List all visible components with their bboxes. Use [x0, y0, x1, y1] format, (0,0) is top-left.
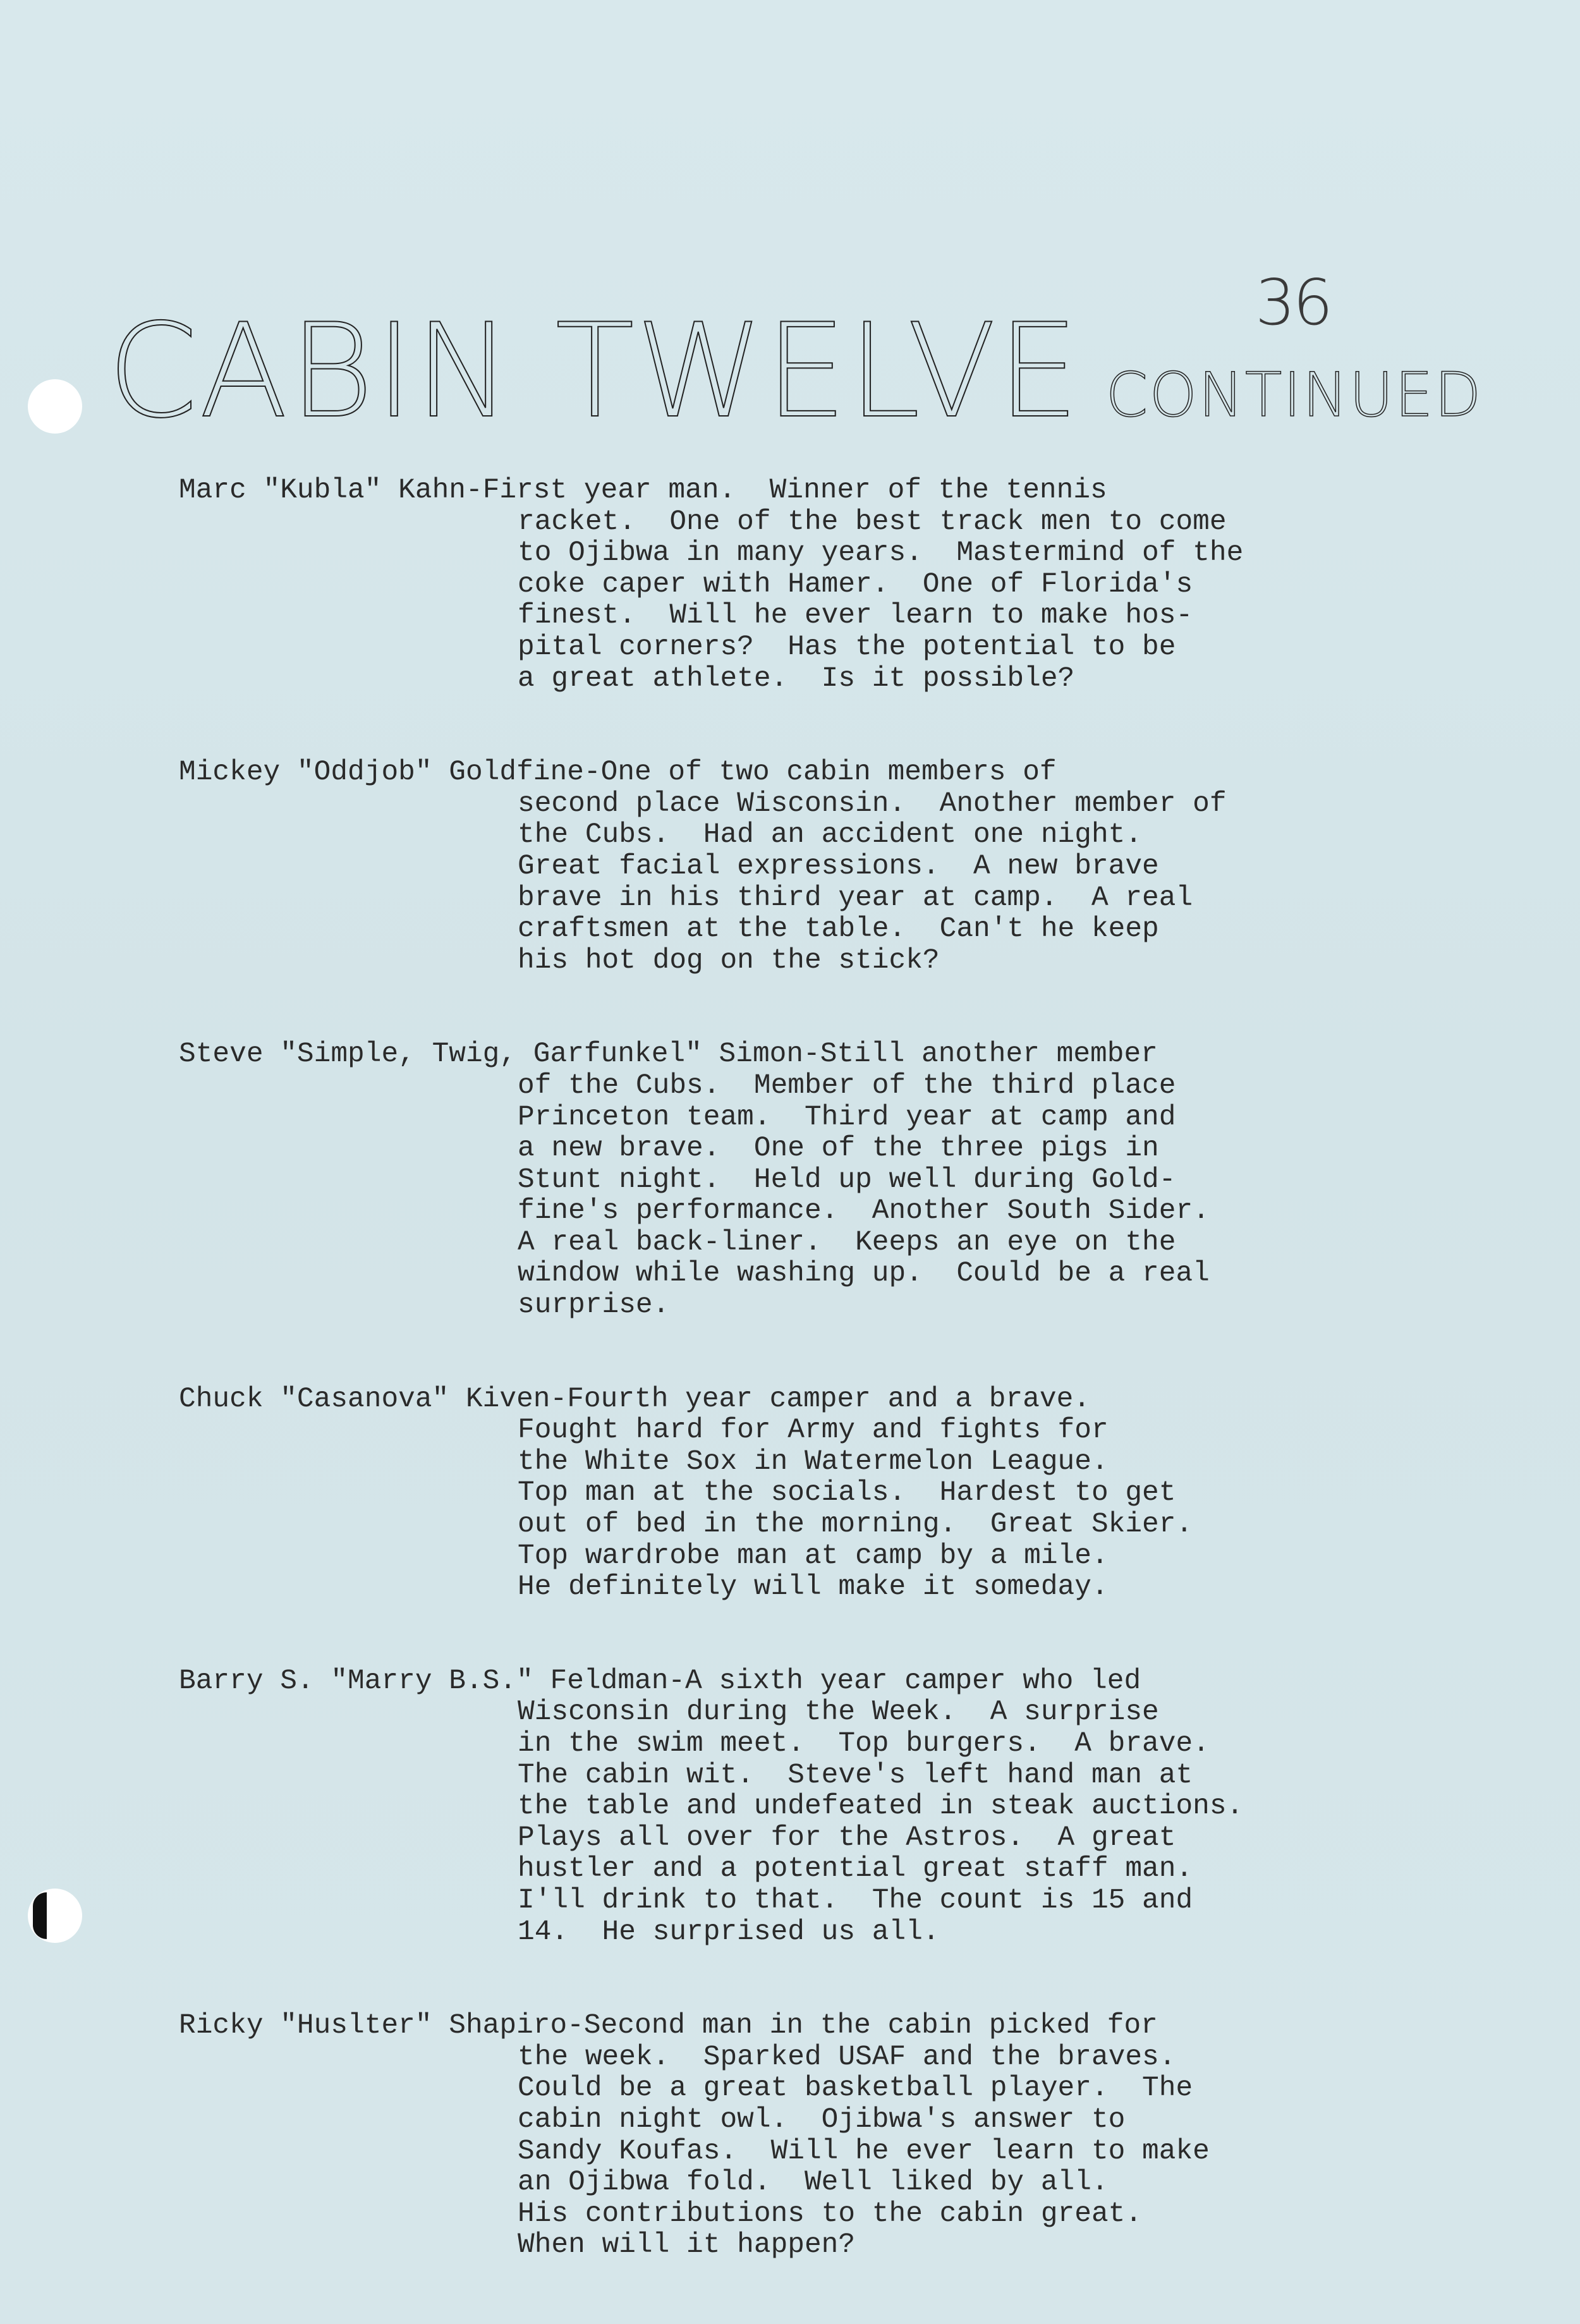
entry-line: hustler and a potential great staff man.: [518, 1853, 1193, 1885]
entry-line: in the swim meet. Top burgers. A brave.: [518, 1728, 1210, 1760]
entry-line: The cabin wit. Steve's left hand man at: [518, 1759, 1193, 1791]
entry-line: a great athlete. Is it possible?: [518, 662, 1075, 695]
entry-line: I'll drink to that. The count is 15 and: [518, 1884, 1193, 1916]
punch-hole-bottom: [28, 1889, 82, 1943]
entry-line: pital corners? Has the potential to be: [518, 631, 1176, 663]
entry-heading: [179, 475, 1474, 507]
entry-line: Great facial expressions. A new brave: [518, 850, 1159, 882]
camper-entries: [179, 475, 1474, 2324]
entry-first-line: Still another member: [820, 1038, 1158, 1071]
entry-line: cabin night owl. Ojibwa's answer to: [518, 2103, 1126, 2136]
entry-heading: [179, 1666, 1474, 1698]
entry-line: Could be a great basketball player. The: [518, 2072, 1193, 2105]
page-number: 36: [1255, 265, 1331, 339]
entry-line: 14. He surprised us all.: [518, 1916, 940, 1948]
entry-line: Top man at the socials. Hardest to get: [518, 1477, 1176, 1509]
entry-first-line: Second man in the cabin picked for: [583, 2010, 1158, 2042]
camper-entry: [179, 475, 1474, 695]
camper-entry: [179, 1039, 1474, 1321]
camper-name: Mickey "Oddjob" Goldfine-: [179, 757, 601, 789]
camper-entry: [179, 757, 1474, 976]
entry-heading: [179, 1384, 1474, 1416]
entry-heading: [179, 1039, 1474, 1071]
entry-line: coke caper with Hamer. One of Florida's: [518, 568, 1193, 600]
entry-line: an Ojibwa fold. Well liked by all.: [518, 2167, 1109, 2199]
entry-line: surprise.: [518, 1289, 670, 1322]
entry-line: He definitely will make it someday.: [518, 1571, 1109, 1603]
entry-line: racket. One of the best track men to come: [518, 506, 1227, 538]
entry-line: the White Sox in Watermelon League.: [518, 1445, 1109, 1478]
entry-line: window while washing up. Could be a real: [518, 1258, 1210, 1290]
entry-line: Fought hard for Army and fights for: [518, 1414, 1109, 1447]
entry-line: out of bed in the morning. Great Skier.: [518, 1509, 1193, 1541]
entry-line: the week. Sparked USAF and the braves.: [518, 2041, 1176, 2073]
camper-name: Ricky "Huslter" Shapiro-: [179, 2010, 584, 2042]
camper-name: Steve "Simple, Twig, Garfunkel" Simon-: [179, 1038, 820, 1071]
entry-line: a new brave. One of the three pigs in: [518, 1133, 1159, 1165]
entry-first-line: One of two cabin members of: [600, 757, 1057, 789]
entry-line: A real back-liner. Keeps an eye on the: [518, 1226, 1176, 1258]
entry-line: His contributions to the cabin great.: [518, 2198, 1143, 2230]
camper-name: Chuck "Casanova" Kiven-: [179, 1383, 568, 1415]
camper-name: Marc "Kubla" Kahn-: [179, 475, 483, 506]
entry-line: Sandy Koufas. Will he ever learn to make: [518, 2135, 1210, 2167]
entry-line: brave in his third year at camp. A real: [518, 882, 1193, 914]
entry-line: to Ojibwa in many years. Mastermind of the: [518, 537, 1244, 569]
camper-entry: [179, 1384, 1474, 1603]
camper-name: Barry S. "Marry B.S." Feldman-: [179, 1665, 686, 1697]
camper-entry: [179, 2011, 1474, 2261]
entry-line: the table and undefeated in steak auctions.: [518, 1791, 1244, 1823]
entry-line: Princeton team. Third year at camp and: [518, 1101, 1176, 1133]
entry-line: the Cubs. Had an accident one night.: [518, 819, 1143, 851]
entry-first-line: First year man. Winner of the tennis: [482, 475, 1107, 506]
entry-line: When will it happen?: [518, 2229, 856, 2261]
entry-line: Stunt night. Held up well during Gold-: [518, 1164, 1176, 1196]
entry-line: of the Cubs. Member of the third place: [518, 1069, 1176, 1102]
punch-hole-top: [28, 379, 82, 434]
title-sub: CONTINUED: [1105, 360, 1483, 430]
entry-first-line: A sixth year camper who led: [685, 1665, 1141, 1697]
entry-line: second place Wisconsin. Another member of: [518, 788, 1227, 820]
camper-entry: [179, 1666, 1474, 1948]
entry-heading: [179, 757, 1474, 789]
entry-line: Top wardrobe man at camp by a mile.: [518, 1540, 1109, 1572]
entry-heading: [179, 2011, 1474, 2042]
entry-line: craftsmen at the table. Can't he keep: [518, 913, 1159, 946]
entry-line: finest. Will he ever learn to make hos-: [518, 600, 1193, 632]
entry-line: fine's performance. Another South Sider.: [518, 1195, 1210, 1227]
entry-line: his hot dog on the stick?: [518, 944, 940, 976]
entry-line: Wisconsin during the Week. A surprise: [518, 1696, 1159, 1729]
title-main: CABIN TWELVE: [107, 296, 1081, 447]
entry-line: Plays all over for the Astros. A great: [518, 1822, 1176, 1854]
entry-first-line: Fourth year camper and a brave.: [567, 1383, 1091, 1415]
